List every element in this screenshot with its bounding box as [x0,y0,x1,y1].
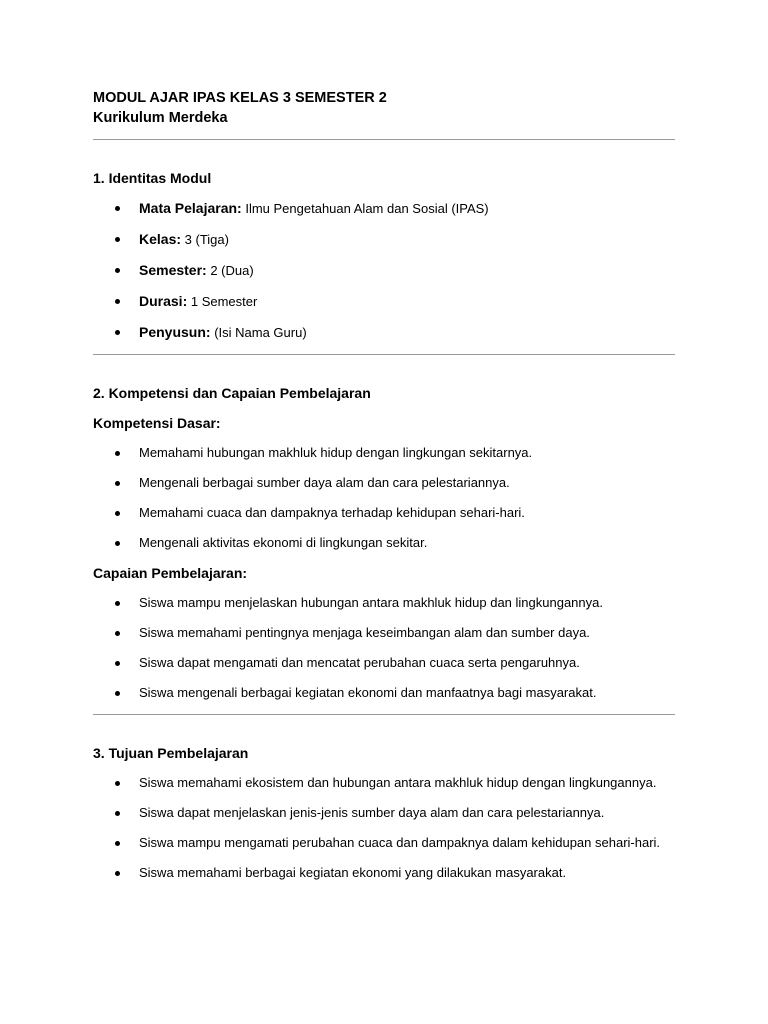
bullet-icon [115,601,120,606]
list-item [93,229,675,250]
list-item [93,833,675,853]
document-title: MODUL AJAR IPAS KELAS 3 SEMESTER 2 [93,90,387,106]
list-item [93,653,675,673]
document-page [93,88,675,883]
bullet-icon [115,206,120,211]
item-text: Siswa mampu menjelaskan hubungan antara makhluk hidup dan lingkungannya. [139,595,603,610]
bullet-icon [115,237,120,242]
item-key: Penyusun: [139,324,211,340]
divider [93,354,675,355]
section-heading-tujuan: 3. Tujuan Pembelajaran [93,745,249,761]
list-item [93,291,675,312]
bullet-icon [115,299,120,304]
item-key: Durasi: [139,293,188,309]
section-heading-kompetensi: 2. Kompetensi dan Capaian Pembelajaran [93,385,371,401]
item-key: Semester: [139,262,207,278]
item-text: Siswa memahami pentingnya menjaga keseimbangan alam dan sumber daya. [139,625,590,640]
list-item [93,198,675,219]
identitas-list [93,198,675,343]
list-item [93,473,675,493]
kompetensi-dasar-list [93,443,675,553]
item-key: Kelas: [139,231,182,247]
list-item [93,623,675,643]
list-item [93,773,675,793]
item-text: Siswa memahami berbagai kegiatan ekonomi yang dilakukan masyarakat. [139,865,567,880]
item-text: Memahami cuaca dan dampaknya terhadap kehidupan sehari-hari. [139,505,525,520]
list-item [93,322,675,343]
item-key: Mata Pelajaran: [139,200,242,216]
list-item [93,593,675,613]
item-text: Siswa memahami ekosistem dan hubungan antara makhluk hidup dengan lingkungannya. [139,775,657,790]
list-item [93,260,675,281]
bullet-icon [115,481,120,486]
bullet-icon [115,268,120,273]
tujuan-list [93,773,675,883]
capaian-pembelajaran-list [93,593,675,703]
bullet-icon [115,691,120,696]
list-item [93,803,675,823]
divider [93,714,675,715]
item-value: 2 (Dua) [210,263,254,278]
item-value: 1 Semester [190,294,258,309]
item-text: Memahami hubungan makhluk hidup dengan lingkungan sekitarnya. [139,445,533,460]
item-text: Siswa mampu mengamati perubahan cuaca dan dampaknya dalam kehidupan sehari-hari. [139,835,661,850]
item-text: Mengenali aktivitas ekonomi di lingkungan sekitar. [139,535,428,550]
item-text: Siswa dapat menjelaskan jenis-jenis sumber daya alam dan cara pelestariannya. [139,805,605,820]
bullet-icon [115,811,120,816]
bullet-icon [115,511,120,516]
list-item [93,443,675,463]
bullet-icon [115,631,120,636]
item-value: 3 (Tiga) [184,232,229,247]
list-item [93,503,675,523]
subheading-kompetensi-dasar: Kompetensi Dasar: [93,415,221,431]
list-item [93,863,675,883]
bullet-icon [115,541,120,546]
list-item [93,683,675,703]
section-heading-identitas: 1. Identitas Modul [93,170,212,186]
bullet-icon [115,451,120,456]
bullet-icon [115,781,120,786]
list-item [93,533,675,553]
bullet-icon [115,841,120,846]
divider [93,139,675,140]
item-value: Ilmu Pengetahuan Alam dan Sosial (IPAS) [245,201,489,216]
item-text: Mengenali berbagai sumber daya alam dan cara pelestariannya. [139,475,510,490]
subheading-capaian-pembelajaran: Capaian Pembelajaran: [93,565,248,581]
bullet-icon [115,330,120,335]
item-text: Siswa dapat mengamati dan mencatat perubahan cuaca serta pengaruhnya. [139,655,580,670]
document-subtitle: Kurikulum Merdeka [93,110,228,126]
bullet-icon [115,871,120,876]
item-text: Siswa mengenali berbagai kegiatan ekonomi dan manfaatnya bagi masyarakat. [139,685,597,700]
item-value: (Isi Nama Guru) [214,325,307,340]
bullet-icon [115,661,120,666]
